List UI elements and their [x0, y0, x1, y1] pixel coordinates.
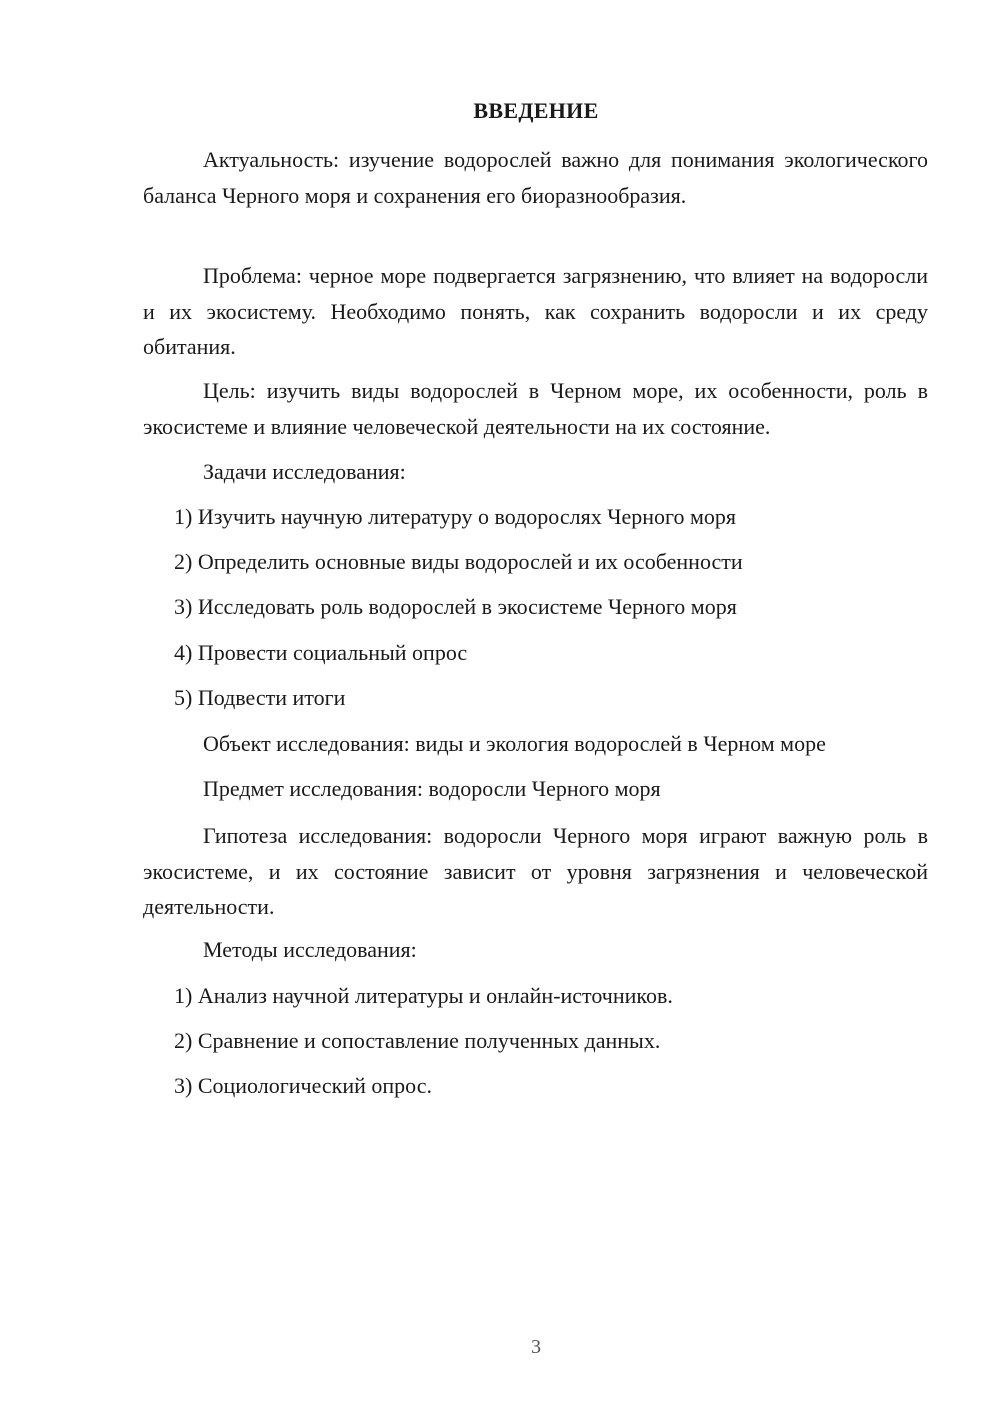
task-item: 3) Исследовать роль водорослей в экосистеме Черного моря — [174, 594, 737, 619]
task-item: 4) Провести социальный опрос — [174, 640, 468, 665]
page-title: ВВЕДЕНИЕ — [473, 98, 599, 123]
task-item: 1) Изучить научную литературу о водорослях Черного моря — [174, 504, 737, 529]
paragraph-problem: Проблема: черное море подвергается загрязнению, что влияет на водоросли и их экосистему. Необходимо понять, как сохранить водоросли и их среду обитания. — [143, 263, 928, 359]
research-object: Объект исследования: виды и экология водорослей в Черном море — [203, 731, 826, 756]
page-number: 3 — [531, 1336, 541, 1358]
method-item: 3) Социологический опрос. — [174, 1073, 432, 1098]
method-item: 1) Анализ научной литературы и онлайн-источников. — [174, 983, 673, 1008]
tasks-heading: Задачи исследования: — [203, 459, 406, 484]
paragraph-goal: Цель: изучить виды водорослей в Черном море, их особенности, роль в экосистеме и влияние человеческой деятельности на их состояние. — [143, 378, 928, 439]
methods-heading: Методы исследования: — [203, 937, 417, 962]
paragraph-hypothesis: Гипотеза исследования: водоросли Черного моря играют важную роль в экосистеме, и их состояние зависит от уровня загрязнения и человеческой деятельности. — [143, 823, 928, 919]
research-subject: Предмет исследования: водоросли Черного моря — [203, 776, 661, 801]
task-item: 5) Подвести итоги — [174, 685, 346, 710]
paragraph-relevance: Актуальность: изучение водорослей важно для понимания экологического баланса Черного моря и сохранения его биоразнообразия. — [143, 147, 928, 208]
task-item: 2) Определить основные виды водорослей и их особенности — [174, 549, 743, 574]
method-item: 2) Сравнение и сопоставление полученных данных. — [174, 1028, 661, 1053]
